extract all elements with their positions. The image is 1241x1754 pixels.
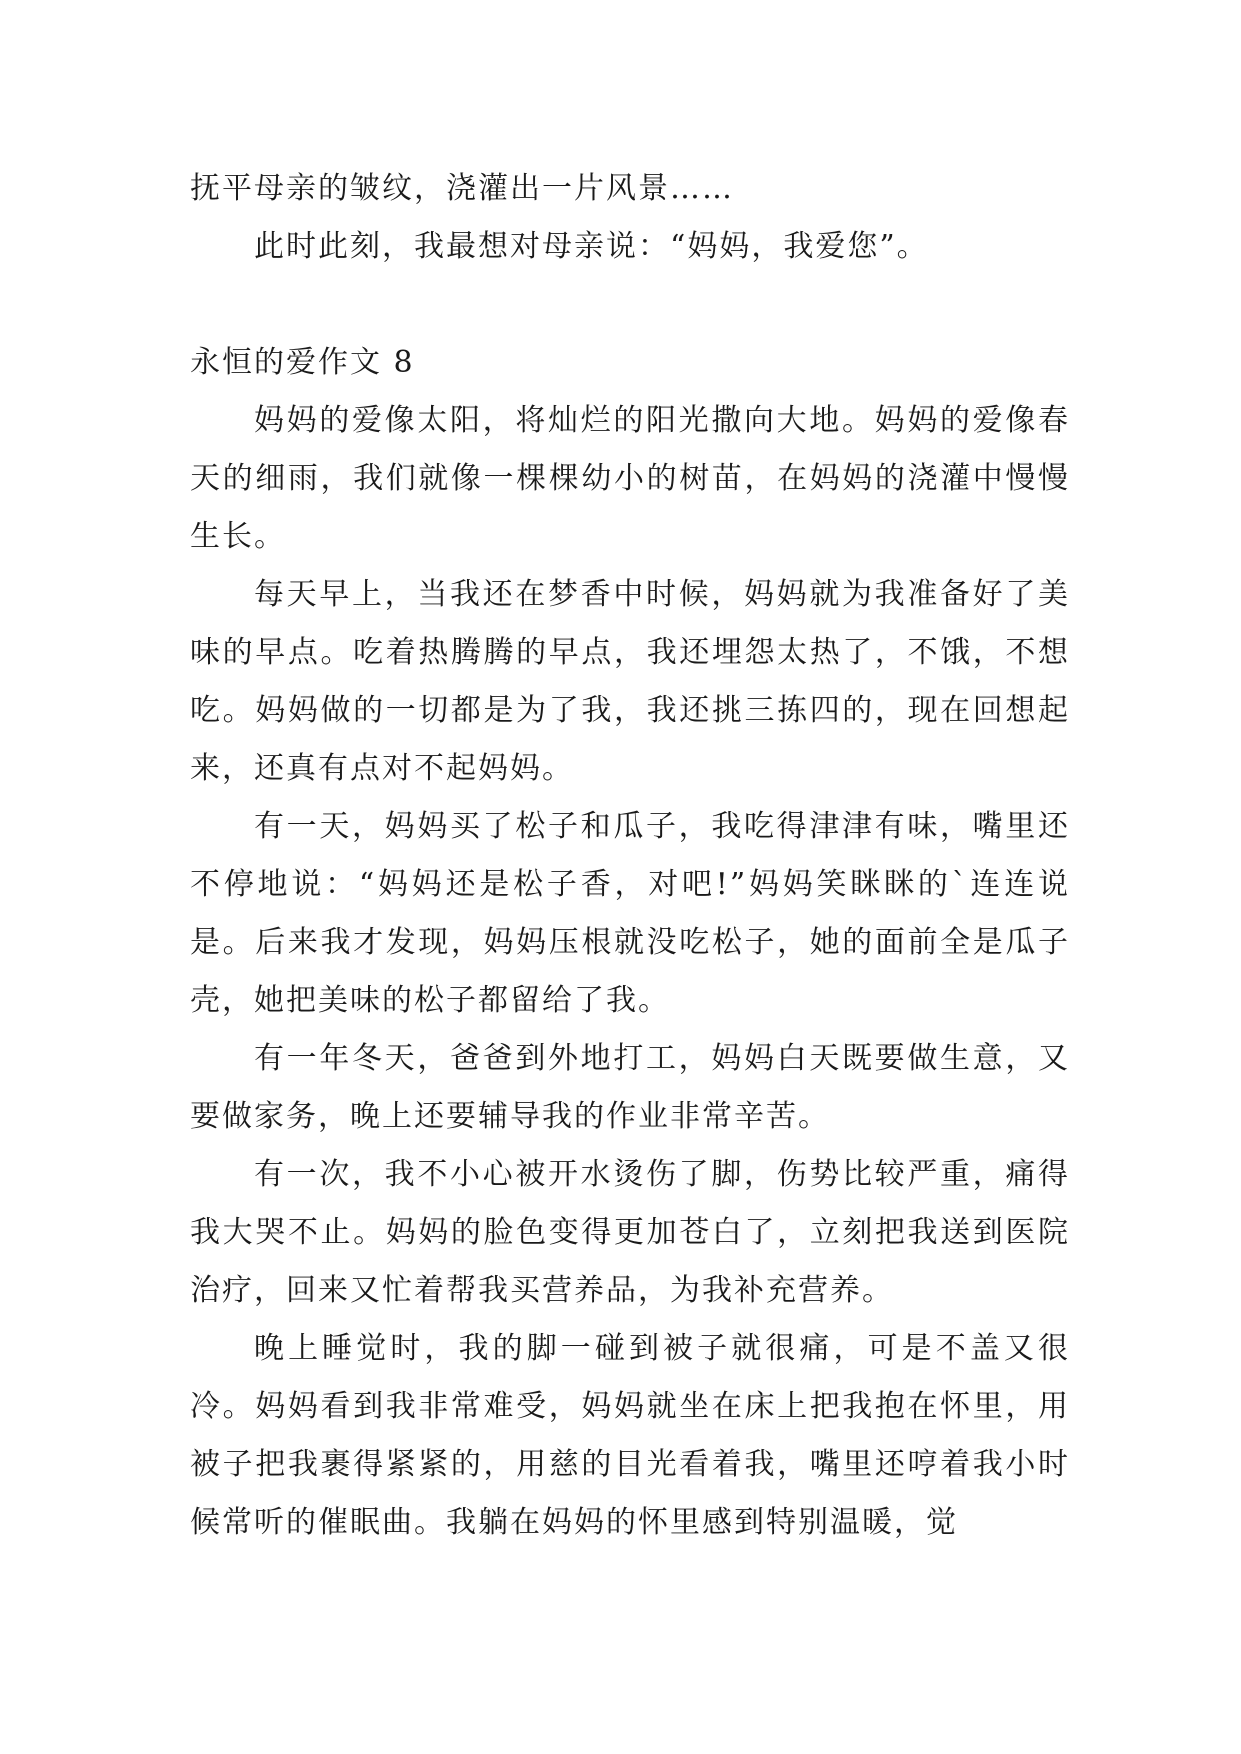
paragraph: 妈妈的爱像太阳，将灿烂的阳光撒向大地。妈妈的爱像春天的细雨，我们就像一棵棵幼小的树苗，在妈妈的浇灌中慢慢生长。 (190, 403, 1070, 554)
paragraph: 晚上睡觉时，我的脚一碰到被子就很痛，可是不盖又很冷。妈妈看到我非常难受，妈妈就坐在床上把我抱在怀里，用被子把我裹得紧紧的，用慈的目光看着我，嘴里还哼着我小时候常听的催眠曲。我躺在妈妈的怀里感到特别温暖，觉 (190, 1331, 1070, 1540)
section-gap (190, 276, 1070, 334)
paragraph: 有一天，妈妈买了松子和瓜子，我吃得津津有味，嘴里还不停地说：“妈妈还是松子香，对吧!”妈妈笑眯眯的`连连说是。后来我才发现，妈妈压根就没吃松子，她的面前全是瓜子壳，她把美味的松子都留给了我。 (190, 809, 1070, 1018)
paragraph: 每天早上，当我还在梦香中时候，妈妈就为我准备好了美味的早点。吃着热腾腾的早点，我还埋怨太热了，不饿，不想吃。妈妈做的一切都是为了我，我还挑三拣四的，现在回想起来，还真有点对不起妈妈。 (190, 577, 1070, 786)
paragraph-continuation: 抚平母亲的皱纹，浇灌出一片风景…… (190, 171, 734, 206)
paragraph-closing: 此时此刻，我最想对母亲说：“妈妈，我爱您”。 (254, 229, 929, 264)
paragraph: 有一次，我不小心被开水烫伤了脚，伤势比较严重，痛得我大哭不止。妈妈的脸色变得更加苍白了，立刻把我送到医院治疗，回来又忙着帮我买营养品，为我补充营养。 (190, 1157, 1070, 1308)
document-body (190, 160, 1070, 1552)
paragraph: 有一年冬天，爸爸到外地打工，妈妈白天既要做生意，又要做家务，晚上还要辅导我的作业非常辛苦。 (190, 1041, 1070, 1134)
section-title: 永恒的爱作文 8 (190, 345, 415, 380)
